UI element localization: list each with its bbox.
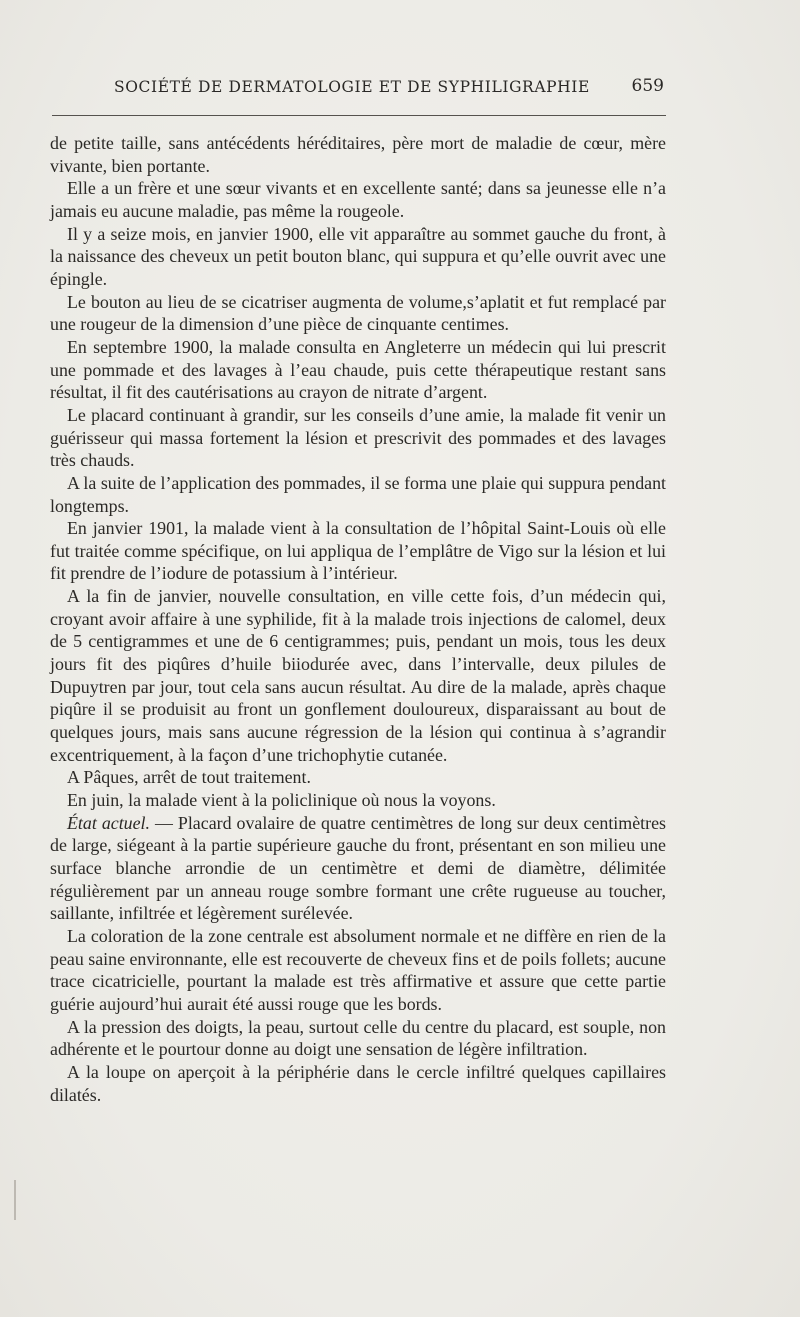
paragraph-7: A la suite de l’application des pommades, il se forma une plaie qui suppura pendant longtemps. (50, 472, 666, 516)
paragraph-etat-actuel (50, 812, 666, 925)
etat-actuel-dash: — (150, 812, 178, 833)
paragraph-9: A la fin de janvier, nouvelle consultation, en ville cette fois, d’un médecin qui, croyant avoir affaire à une syphilide, fit à la malade trois injections de calomel, deux de 5 centigrammes et une de 6 centigrammes; puis, pendant un mois, tous les deux jours fit des piqûres d’huile biiodurée avec, dans l’intervalle, deux pilules de Dupuytren par jour, tout cela sans aucun résultat. Au dire de la malade, après chaque piqûre il se produisit au front un gonflement douloureux, disparaissant au bout de quelques jours, mais sans aucune régression de la lésion qui continua à s’agrandir excentriquement, à la façon d’une trichophytie cutanée. (50, 586, 666, 765)
paragraph-13: La coloration de la zone centrale est absolument normale et ne diffère en rien de la peau saine environnante, elle est recouverte de cheveux fins et de poils follets; aucune trace cicatricielle, pourtant la malade est très affirmative et assure que cette partie guérie aujourd’hui aurait été aussi rouge que les bords. (50, 925, 666, 1014)
header-rule (52, 115, 666, 116)
paragraph-10: A Pâques, arrêt de tout traitement. (67, 767, 311, 788)
page-number: 659 (631, 76, 664, 96)
paragraph-11: En juin, la malade vient à la policlinique où nous la voyons. (67, 790, 496, 811)
paragraph-1: de petite taille, sans antécédents héréditaires, père mort de maladie de cœur, mère vivante, bien portante. (50, 133, 666, 176)
body-text (50, 132, 666, 1106)
paragraph-4: Le bouton au lieu de se cicatriser augmenta de volume,s’aplatit et fut remplacé par une rougeur de la dimension d’une pièce de cinquante centimes. (50, 291, 666, 335)
left-edge-mark (14, 1180, 16, 1220)
paragraph-8: En janvier 1901, la malade vient à la consultation de l’hôpital Saint-Louis où elle fut traitée comme spécifique, on lui appliqua de l’emplâtre de Vigo sur la lésion et lui fit prendre de l’iodure de potassium à l’intérieur. (50, 518, 666, 584)
etat-actuel-label: État actuel. (67, 812, 150, 833)
running-title: SOCIÉTÉ DE DERMATOLOGIE ET DE SYPHILIGRAPHIE (114, 78, 590, 96)
paragraph-14: A la pression des doigts, la peau, surtout celle du centre du placard, est souple, non adhérente et le pourtour donne au doigt une sensation de légère infiltration. (50, 1016, 666, 1060)
page-header (52, 76, 666, 104)
paragraph-6: Le placard continuant à grandir, sur les conseils d’une amie, la malade fit venir un guérisseur qui massa fortement la lésion et prescrivit des pommades et des lavages très chauds. (50, 404, 666, 471)
paragraph-5: En septembre 1900, la malade consulta en Angleterre un médecin qui lui prescrit une pommade et des lavages à l’eau chaude, puis cette thérapeutique restant sans résultat, il fit des cautérisations au crayon de nitrate d’argent. (50, 336, 666, 403)
etat-actuel-text: Placard ovalaire de quatre centimètres de long sur deux centimètres de large, siégeant à la partie supérieure gauche du front, présentant en son milieu une surface blanche arrondie de un centimètre et demi de diamètre, délimitée régulièrement par un anneau rouge sombre formant une crête rugueuse au toucher, saillante, infiltrée et légèrement surélevée. (50, 812, 666, 924)
paragraph-2: Elle a un frère et une sœur vivants et en excellente santé; dans sa jeunesse elle n’a jamais eu aucune maladie, pas même la rougeole. (50, 178, 666, 221)
paragraph-3: Il y a seize mois, en janvier 1900, elle vit apparaître au sommet gauche du front, à la naissance des cheveux un petit bouton blanc, qui suppura et qu’elle ouvrit avec une épingle. (50, 223, 666, 289)
paragraph-15: A la loupe on aperçoit à la périphérie dans le cercle infiltré quelques capillaires dilatés. (50, 1061, 666, 1105)
